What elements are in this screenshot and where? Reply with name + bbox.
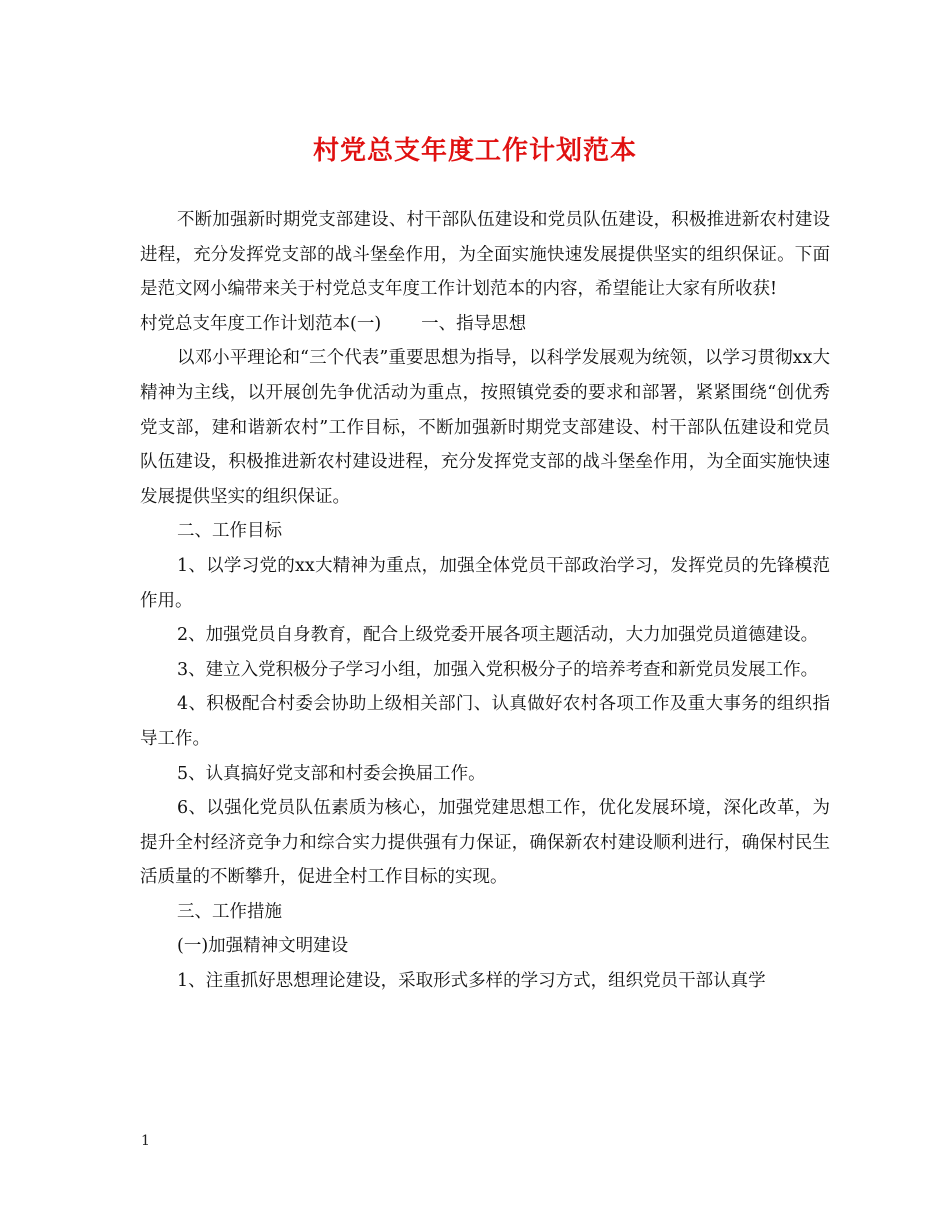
section-heading: 村党总支年度工作计划范本(一) xyxy=(140,313,382,334)
spiritual-civilization-subheading: (一)加强精神文明建设 xyxy=(177,936,349,957)
document-body xyxy=(140,203,830,999)
goal-item: 3、建立入党积极分子学习小组，加强入党积极分子的培养考查和新党员发展工作。 xyxy=(177,659,819,680)
goal-item: 1、以学习党的xx大精神为重点，加强全体党员干部政治学习，发挥党员的先锋模范作用。 xyxy=(140,555,830,611)
section-heading-line xyxy=(140,307,830,342)
page-number: 1 xyxy=(141,1133,150,1149)
measure-item: 1、注重抓好思想理论建设，采取形式多样的学习方式，组织党员干部认真学 xyxy=(177,971,766,992)
goal-item: 2、加强党员自身教育，配合上级党委开展各项主题活动，大力加强党员道德建设。 xyxy=(177,625,819,646)
guiding-thought-heading: 一、指导思想 xyxy=(421,313,527,334)
goal-item: 5、认真搞好党支部和村委会换届工作。 xyxy=(177,763,486,784)
document-title: 村党总支年度工作计划范本 xyxy=(312,136,637,166)
work-goals-heading: 二、工作目标 xyxy=(177,521,282,542)
goal-item: 4、积极配合村委会协助上级相关部门、认真做好农村各项工作及重大事务的组织指导工作。 xyxy=(140,694,830,749)
goal-item: 6、以强化党员队伍素质为核心，加强党建思想工作，优化发展环境，深化改革，为提升全村经济竞争力和综合实力提供强有力保证，确保新农村建设顺利进行，确保村民生活质量的不断攀升，促进全村工作目标的实现。 xyxy=(140,798,830,888)
guiding-thought-paragraph: 以邓小平理论和“三个代表”重要思想为指导，以科学发展观为统领，以学习贯彻xx大精神为主线，以开展创先争优活动为重点，按照镇党委的要求和部署，紧紧围绕“创优秀党支部，建和谐新农村”工作目标，不断加强新时期党支部建设、村干部队伍建设和党员队伍建设，积极推进新农村建设进程，充分发挥党支部的战斗堡垒作用，为全面实施快速发展提供坚实的组织保证。 xyxy=(140,348,830,507)
work-measures-heading: 三、工作措施 xyxy=(177,901,282,922)
intro-paragraph: 不断加强新时期党支部建设、村干部队伍建设和党员队伍建设，积极推进新农村建设进程，充分发挥党支部的战斗堡垒作用，为全面实施快速发展提供坚实的组织保证。下面是范文网小编带来关于村党总支年度工作计划范本的内容，希望能让大家有所收获! xyxy=(140,210,830,300)
